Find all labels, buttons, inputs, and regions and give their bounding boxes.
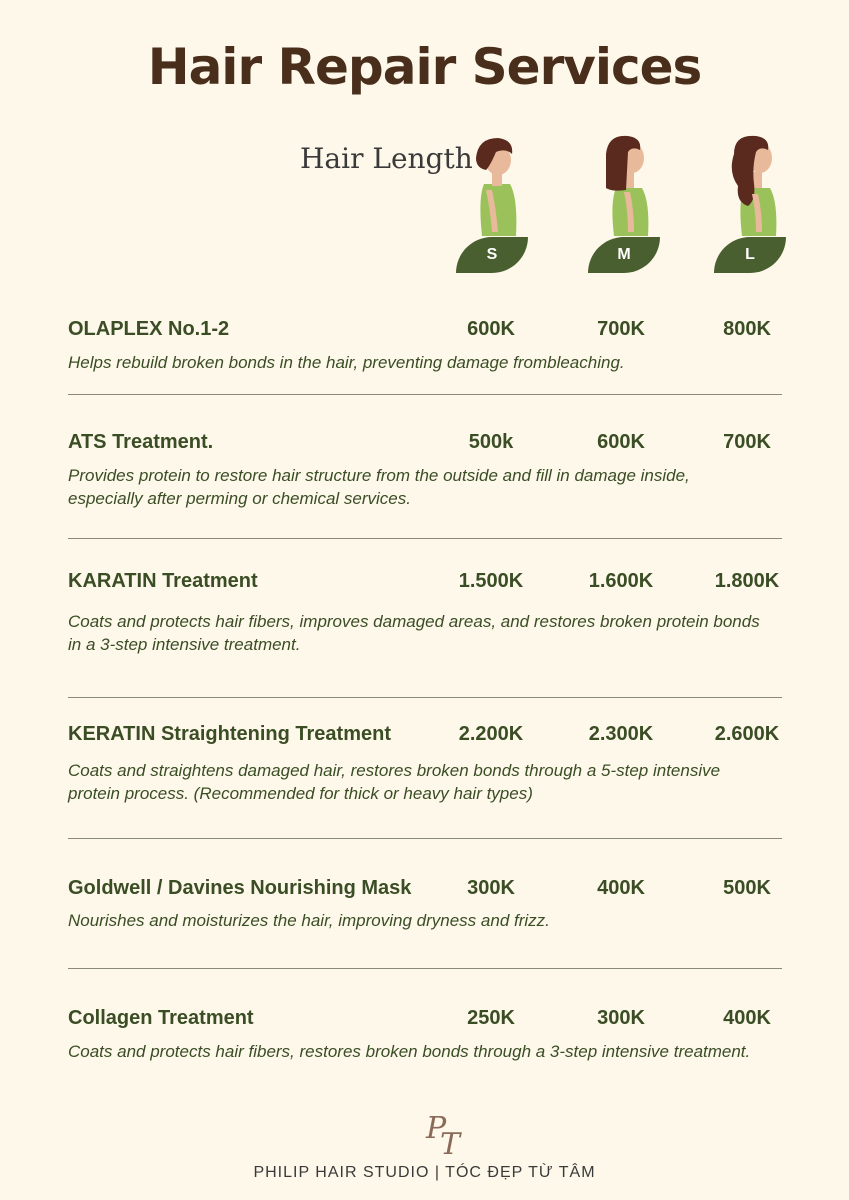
service-name: KERATIN Straightening Treatment [68, 723, 391, 745]
price-s: 300K [467, 877, 515, 899]
price-m: 2.300K [588, 723, 654, 745]
size-badge-s: S [456, 237, 528, 273]
studio-footer-text: PHILIP HAIR STUDIO | TÓC ĐẸP TỪ TÂM [253, 1164, 596, 1181]
price-s: 500k [468, 431, 514, 453]
price-m: 700K [597, 318, 645, 340]
svg-text:T: T [440, 1127, 461, 1160]
service-description: Coats and straightens damaged hair, restores broken bonds through a 5-step intensive protein process. (Recommended for thick or heavy hair types) [68, 761, 721, 803]
service-name: OLAPLEX No.1-2 [68, 318, 230, 340]
medium-hair-figure-icon [588, 128, 668, 248]
size-column-s [456, 128, 536, 273]
service-name: Collagen Treatment [68, 1007, 254, 1029]
divider [68, 697, 782, 698]
hair-length-label: Hair Length [300, 142, 473, 175]
price-s: 600K [467, 318, 515, 340]
price-m: 400K [597, 877, 645, 899]
svg-text:P: P [426, 1111, 447, 1146]
divider [68, 538, 782, 539]
price-s: 2.200K [458, 723, 524, 745]
price-l: 1.800K [714, 570, 780, 592]
divider [68, 968, 782, 969]
price-s: 1.500K [458, 570, 524, 592]
size-badge-l: L [714, 237, 786, 273]
service-name: Goldwell / Davines Nourishing Mask [68, 877, 412, 899]
price-m: 300K [597, 1007, 645, 1029]
price-m: 1.600K [588, 570, 654, 592]
page-title: Hair Repair Services [147, 38, 702, 96]
service-description: Coats and protects hair fibers, improves damaged areas, and restores broken protein bonds in a 3-step intensive treatment. [68, 612, 760, 654]
price-l: 2.600K [714, 723, 780, 745]
long-hair-figure-icon [714, 128, 794, 248]
service-description: Provides protein to restore hair structure from the outside and fill in damage inside, especially after perming or chemical services. [68, 466, 690, 508]
service-description: Helps rebuild broken bonds in the hair, preventing damage frombleaching. [68, 353, 625, 372]
price-l: 700K [723, 431, 771, 453]
price-l: 400K [723, 1007, 771, 1029]
size-column-l [714, 128, 794, 273]
service-name: ATS Treatment. [68, 431, 214, 453]
price-l: 800K [723, 318, 771, 340]
price-s: 250K [467, 1007, 515, 1029]
divider [68, 394, 782, 395]
divider [68, 838, 782, 839]
size-badge-m: M [588, 237, 660, 273]
price-l: 500K [723, 877, 771, 899]
size-column-m [588, 128, 668, 273]
service-description: Nourishes and moisturizes the hair, improving dryness and frizz. [68, 911, 550, 930]
short-hair-figure-icon [456, 128, 536, 248]
service-name: KARATIN Treatment [68, 570, 258, 592]
service-description: Coats and protects hair fibers, restores broken bonds through a 3-step intensive treatment. [68, 1042, 751, 1061]
studio-logo-icon [420, 1108, 470, 1160]
price-m: 600K [597, 431, 645, 453]
